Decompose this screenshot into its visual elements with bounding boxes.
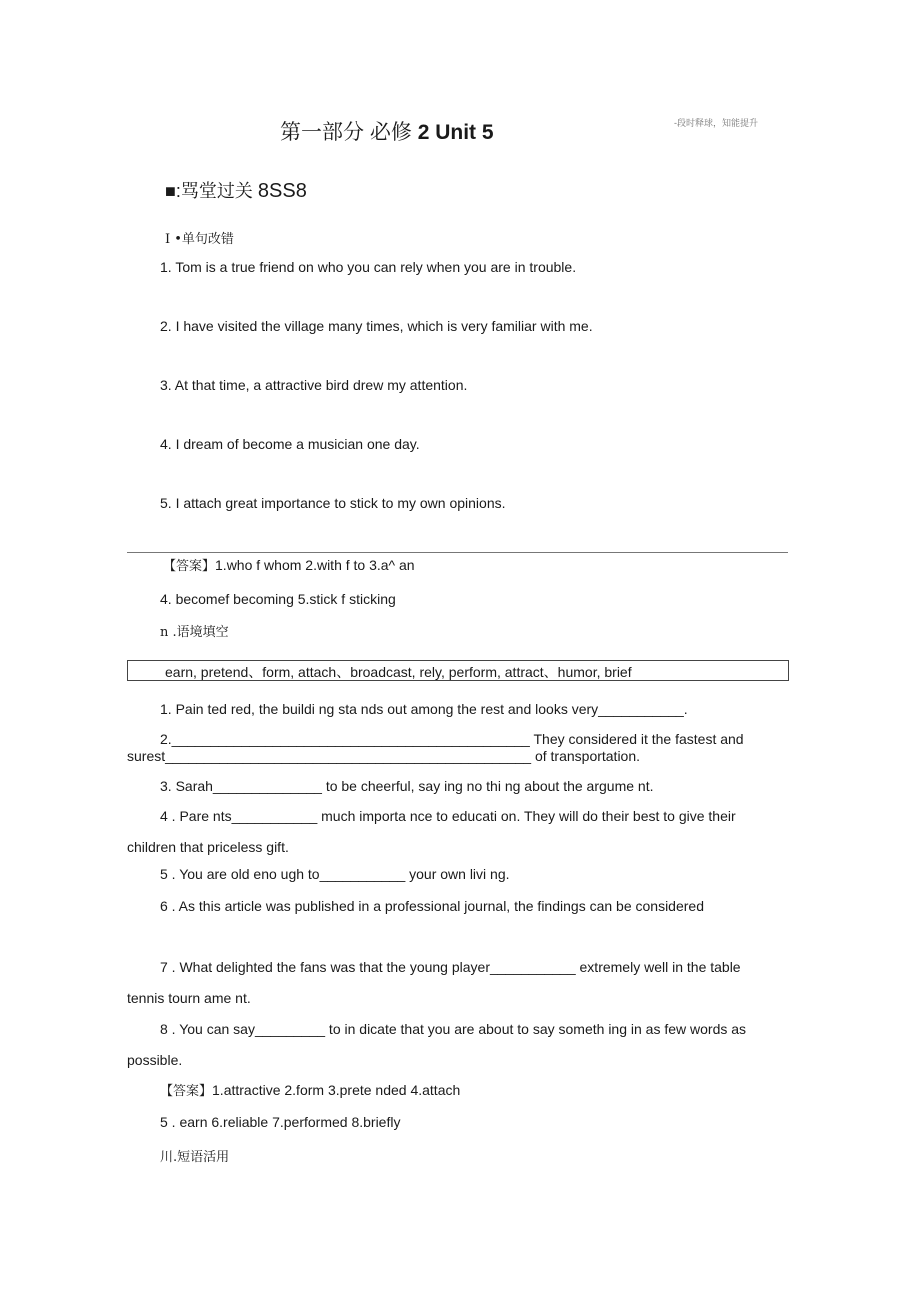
exercise-item: 5. I attach great importance to stick to my own opinions. bbox=[160, 495, 506, 511]
part3-heading: 川.短语活用 bbox=[160, 1150, 230, 1165]
answer-line: 【答案】1.attractive 2.form 3.prete nded 4.attach bbox=[160, 1082, 461, 1099]
exercise-item: 1. Pain ted red, the buildi ng sta nds out among the rest and looks very___________. bbox=[160, 701, 688, 717]
section-name: 骂堂过关 bbox=[180, 181, 253, 201]
exercise-item-continued: children that priceless gift. bbox=[127, 839, 289, 855]
answer-line: 4. becomef becoming 5.stick f sticking bbox=[160, 591, 396, 607]
exercise-item-continued: possible. bbox=[127, 1052, 183, 1068]
exercise-item: 2.______________________________________________ They considered it the fastest and bbox=[160, 731, 744, 747]
part1-heading: I •单句改错 bbox=[165, 232, 234, 247]
exercise-item: 5 . You are old eno ugh to___________ your own livi ng. bbox=[160, 866, 510, 882]
exercise-item: 3. Sarah______________ to be cheerful, say ing no thi ng about the argume nt. bbox=[160, 778, 654, 794]
exercise-item-continued: tennis tourn ame nt. bbox=[127, 990, 251, 1006]
answer-line: 5 . earn 6.reliable 7.performed 8.briefly bbox=[160, 1114, 401, 1130]
exercise-item-continued: surest_______________________________________________ of transportation. bbox=[127, 748, 641, 764]
section-heading bbox=[165, 177, 307, 203]
header-note: -段时释球，知能提升 bbox=[674, 118, 758, 128]
exercise-item: 6 . As this article was published in a professional journal, the findings can be considered bbox=[160, 898, 704, 914]
exercise-item: 4. I dream of become a musician one day. bbox=[160, 436, 420, 452]
exercise-item: 3. At that time, a attractive bird drew my attention. bbox=[160, 377, 468, 393]
exercise-item: 2. I have visited the village many times, which is very familiar with me. bbox=[160, 318, 593, 334]
page-title: 第一部分 必修 2 Unit 5 bbox=[280, 121, 494, 144]
word-bank: earn, pretend、form, attach、broadcast, rely, perform, attract、humor, brief bbox=[165, 664, 632, 680]
exercise-item: 1. Tom is a true friend on who you can rely when you are in trouble. bbox=[160, 259, 577, 275]
section-code: 8SS8 bbox=[257, 180, 307, 202]
exercise-item: 7 . What delighted the fans was that the young player___________ extremely well in the table bbox=[160, 959, 741, 975]
exercise-item: 4 . Pare nts___________ much importa nce to educati on. They will do their best to give their bbox=[160, 808, 736, 824]
answer-line: 【答案】1.who f whom 2.with f to 3.a^ an bbox=[163, 557, 415, 574]
answer-label: 【答案】 bbox=[163, 559, 216, 574]
exercise-item: 8 . You can say_________ to in dicate that you are about to say someth ing in as few words as bbox=[160, 1021, 747, 1037]
answer-label: 【答案】 bbox=[160, 1084, 213, 1099]
word-bank-box bbox=[127, 660, 789, 681]
divider-line bbox=[127, 552, 788, 553]
part2-heading: n .语境填空 bbox=[160, 625, 229, 640]
section-marker: ■: bbox=[165, 181, 181, 201]
